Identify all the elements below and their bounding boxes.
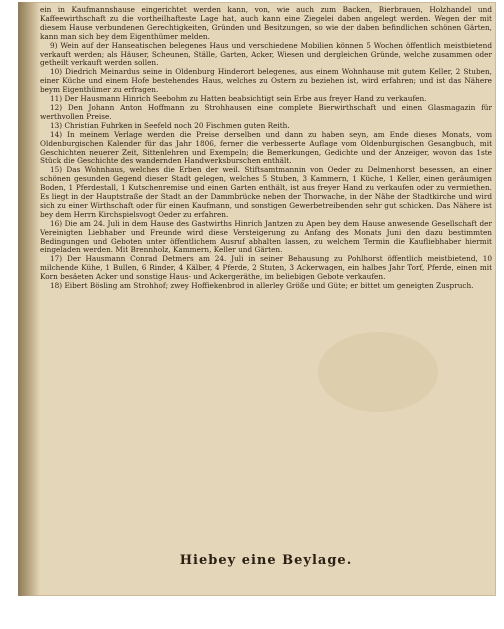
paragraph: 18) Eibert Bösling am Strohhof; zwey Hoffiekenbrod in allerley Größe und Güte; er bittet um geneigten Zuspruch. [50,281,474,291]
paragraph: 17) Der Hausmann Conrad Detmers am 24. Juli in seiner Behausung zu Pohlhorst öffentlich meistbietend, 10 milchende Kühe, 1 Bullen, 6 Rinder, 4 Kälber, 4 Pferde, 2 Stuten, 3 Ackerwagen, ein halbes Jahr Torf, Pferde, einen mit Korn besäeten Acker und sonstige Haus- und Ackergeräthe, im beliebigen Gebote verkaufen. [40,254,492,282]
paragraph: 12) Den Johann Anton Hoffmann zu Strohhausen eine complete Bierwirthschaft und einen Glasmagazin für werthvollen Preise. [40,102,492,121]
paragraph: 11) Der Hausmann Hinrich Seebohm zu Hatten beabsichtigt sein Erbe aus freyer Hand zu verkaufen. [50,94,427,104]
supplement-notice: Hiebey eine Beylage. [179,553,353,568]
paragraph: 14) In meinem Verlage werden die Preise derselben und dann zu haben seyn, am Ende dieses Monats, vom Oldenburgischen Kalender für das Jahr 1806, ferner die verbesserte Auflage vom Oldenburgischen Gesangbuch, mit Geschichten neuerer Zeit, Sittenlehren und Exempeln; die Bemerkungen, Gedichte und der Anzeiger, wovon das 1ste Stück die Geschichte des wandernden Handwerksburschen enthält. [40,129,492,166]
paragraph: 9) Wein auf der Hanseatischen belegenes Haus und verschiedene Mobilien können 5 Wochen öffentlich meistbietend verkauft werden; als Häuser, Scheunen, Ställe, Garten, Acker, Wiesen und dergleichen Gründe, welche zusammen oder getheilt verkauft werden sollen. [40,40,492,68]
binding-shadow [18,2,40,596]
paragraph: 15) Das Wohnhaus, welches die Erben der weil. Stiftsamtmannin von Oeder zu Delmenhorst besessen, an einer schönen gesunden Gegend dieser Stadt gelegen, welches 5 Stuben, 3 Kammern, 1 Küche, 1 Keller, einen geräumigen Boden, 1 Pferdestall, 1 Kutschenremise und einen Garten enthält, ist aus freyer Hand zu verkaufen oder zu vermiethen. Es liegt in der Hauptstraße der Stadt an der Dammbrücke neben der Thorwache, in der Nähe der Stadtkirche und wird sich zu einer Wirthschaft oder für einen Kaufmann, und sonstigen Gewerbetreibenden sehr gut schicken. Das Nähere ist bey dem Herrn Kirchspielsvogt Oeder zu erfahren. [40,165,492,219]
paragraph: 16) Die am 24. Juli in dem Hause des Gastwirths Hinrich Jantzen zu Apen bey dem Hause anwesende Gesellschaft der Vereinigten Liebhaber und Freunde wird diese Versteigerung zu Anfang des Monats Juni den dazu bestimmten Bedingungen und Geboten unter öffentlichem Ausruf abhalten lassen, zu welchem Termin die Kaufliebhaber hiermit eingeladen werden. Mit Brennholz, Kammern, Keller und Gärten. [40,218,492,255]
paper-stain [318,332,438,412]
paragraph: ein in Kaufmannshause eingerichtet werden kann, von, wie auch zum Backen, Bierbrauen, Holzhandel und Kaffeewirthschaft zu die vortheilhafteste Lage hat, auch kann eine Ziegelei daben angelegt werden. Wegen der mit diesem Hause verbundenen Gerechtigkeiten, Gründen und Besitzungen, so wie der daben befindlichen schönen Gärten, kann man sich bey dem Eigenthümer melden. [40,5,492,41]
paragraph: 10) Diedrich Meinardus seine in Oldenburg Hinderort belegenes, aus einem Wohnhause mit gutem Keller, 2 Stuben, einer Küche und einem Hofe bestehendes Haus, welches zu Ostern zu beziehen ist, wird erfahren; und ist das Nähere beym Eigenthümer zu erfragen. [40,67,492,95]
document-body [40,6,492,291]
paragraph: 13) Christian Fuhrken in Seefeld noch 20 Fischmen guten Reith. [50,120,290,130]
